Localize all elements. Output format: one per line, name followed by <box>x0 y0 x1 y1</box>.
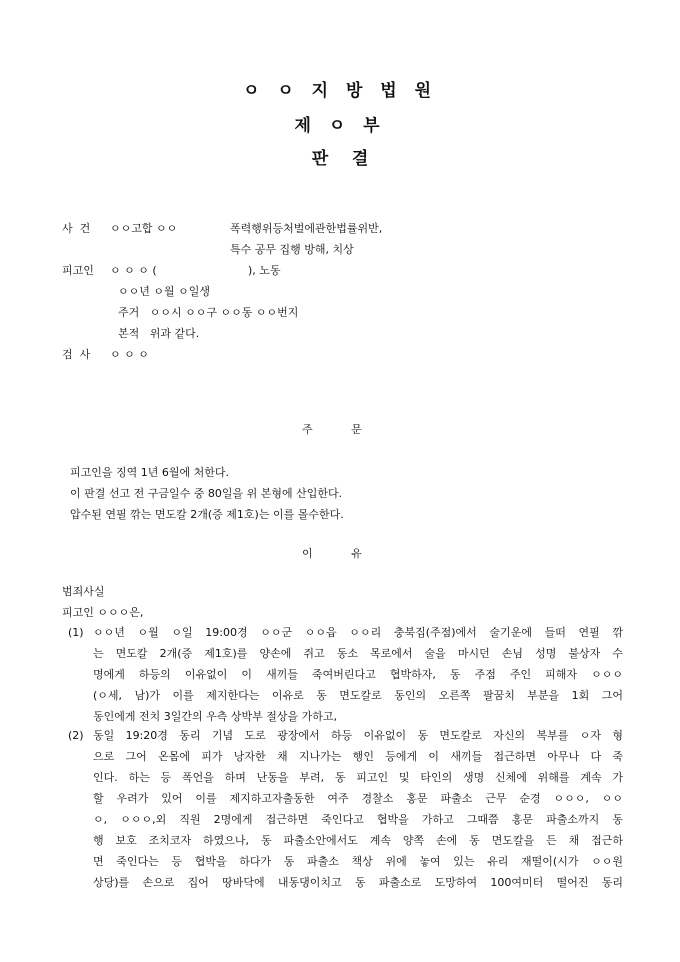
defendant-occupation: ), 노동 <box>248 264 281 277</box>
charge-line-1: 폭력행위등처벌에관한법률위반, <box>230 222 383 235</box>
order-line: 압수된 연필 깎는 면도칼 2개(증 제1호)는 이를 몰수한다. <box>70 508 344 521</box>
item-2-line: 면 죽인다는 등 협박을 하다가 동 파출소 책상 위에 놓여 있는 유리 재떨이(시가 ㅇㅇ원 <box>93 855 623 868</box>
item-2-line: 동일 19:20경 동리 기념 도로 광장에서 하등 이유없이 동 면도칼로 자신의 복부를 ㅇ자 형 <box>93 729 623 742</box>
defendant-intro: 피고인 ㅇㅇㅇ은, <box>62 606 144 619</box>
item-marker: (1) <box>68 626 84 639</box>
prosecutor-label: 검 사 <box>62 348 91 361</box>
item-2-line: 할 우려가 있어 이를 제지하고자출동한 여주 경찰소 홍문 파출소 근무 순경 ㅇㅇㅇ, ㅇㅇ <box>93 792 623 805</box>
defendant-domicile: 본적 위과 같다. <box>118 327 200 340</box>
defendant-label: 피고인 <box>62 264 94 277</box>
order-line: 피고인을 징역 1년 6월에 처한다. <box>70 466 229 479</box>
item-2-line: 행 보호 조치코자 하였으나, 동 파출소안에서도 계속 양쪽 손에 동 면도칼을 든 채 접근하 <box>93 834 623 847</box>
prosecutor-name: ㅇ ㅇ ㅇ <box>110 348 149 361</box>
defendant-name: ㅇ ㅇ ㅇ ( <box>110 264 157 277</box>
court-name: ㅇ ㅇ 지 방 법 원 <box>242 81 438 101</box>
item-2-line: 인다. 하는 등 폭언을 하며 난동을 부려, 동 피고인 및 타인의 생명 신체에 위해를 계속 가 <box>93 771 623 784</box>
item-2-line: 상당)를 손으로 집어 땅바닥에 내동댕이치고 동 파출소로 도망하여 100여미터 떨어진 동리 <box>93 876 623 889</box>
item-1-line: 명에게 하등의 이유없이 이 새끼들 죽여버린다고 협박하자, 동 주점 주인 피해자 ㅇㅇㅇ <box>93 668 623 681</box>
item-marker: (2) <box>68 729 84 742</box>
item-2-line: ㅇ, ㅇㅇㅇ,외 직원 2명에게 접근하면 죽인다고 협박을 가하고 그때쯤 홍문 파출소까지 동 <box>93 813 623 826</box>
item-1-line: 는 면도칼 2개(증 제1호)를 양손에 쥐고 동소 목로에서 술을 마시던 손님 성명 불상자 수 <box>93 647 623 660</box>
division-name: 제 ㅇ 부 <box>294 116 386 136</box>
crime-facts-label: 범죄사실 <box>62 585 105 598</box>
item-1-line: (ㅇ세, 남)가 이를 제지한다는 이유로 동 면도칼로 동인의 오른쪽 팔꿈치 부분을 1회 그어 <box>93 689 623 702</box>
item-1-line: ㅇㅇ년 ㅇ월 ㅇ일 19:00경 ㅇㅇ군 ㅇㅇ읍 ㅇㅇ리 충북집(주점)에서 술기운에 들떠 연필 깎 <box>93 626 623 639</box>
charge-line-2: 특수 공무 집행 방해, 치상 <box>230 243 354 256</box>
item-1-line: 동인에게 전치 3일간의 우측 상박부 절상을 가하고, <box>93 710 337 723</box>
defendant-address: 주거 ㅇㅇ시 ㅇㅇ구 ㅇㅇ동 ㅇㅇ번지 <box>118 306 299 319</box>
case-number: ㅇㅇ고합 ㅇㅇ <box>110 222 178 235</box>
item-2-line: 으로 그어 온몸에 피가 낭자한 채 지나가는 행인 등에게 이 새끼들 접근하면 아무나 다 죽 <box>93 750 623 763</box>
order-heading: 주 문 <box>302 423 362 436</box>
case-label: 사 건 <box>62 222 91 235</box>
order-line: 이 판결 선고 전 구금일수 중 80일을 위 본형에 산입한다. <box>70 487 343 500</box>
defendant-birth: ㅇㅇ년 ㅇ월 ㅇ일생 <box>118 285 211 298</box>
document-type: 판 결 <box>311 149 369 169</box>
reasons-heading: 이 유 <box>302 547 362 560</box>
